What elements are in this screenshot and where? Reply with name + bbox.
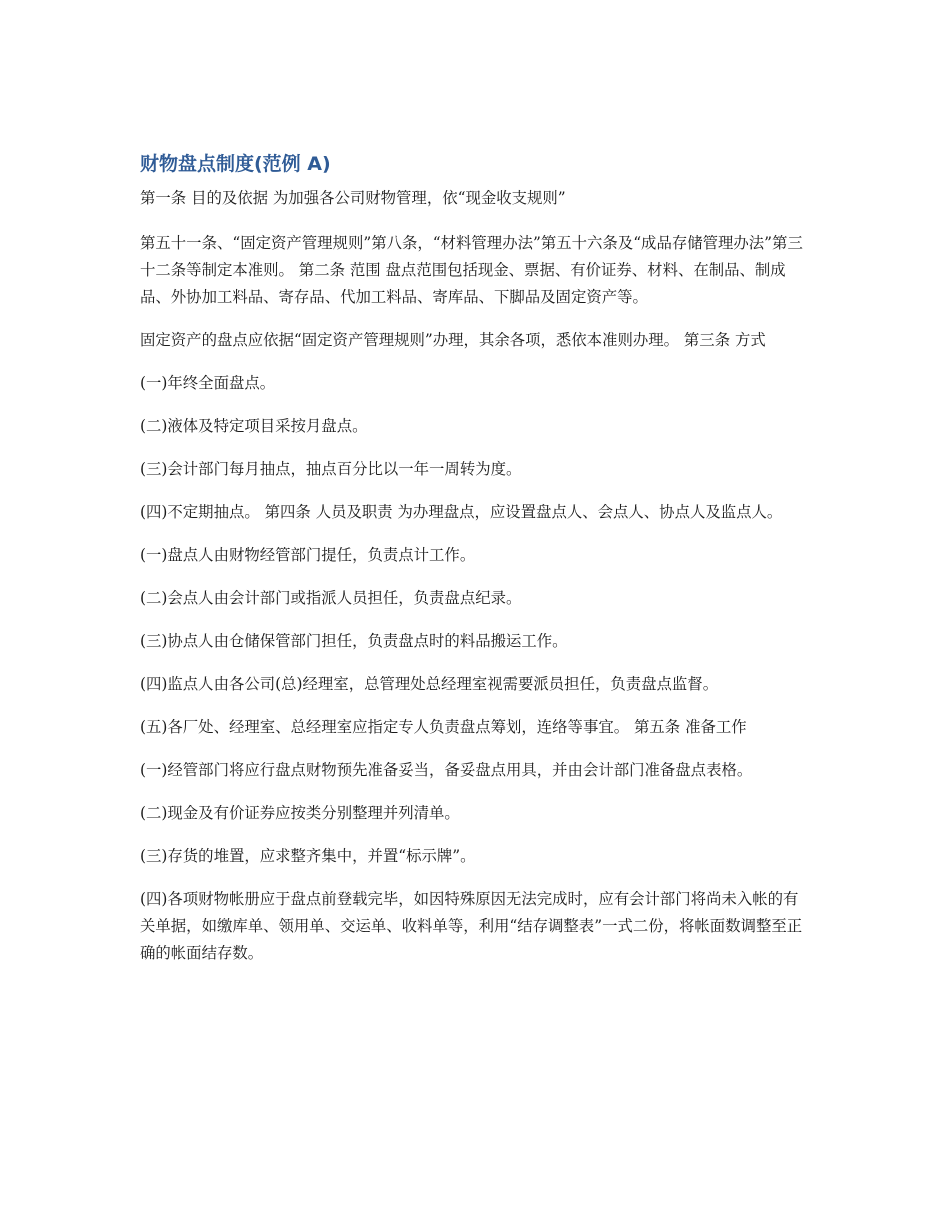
paragraph-article-4: (四)不定期抽点。 第四条 人员及职责 为办理盘点，应设置盘点人、会点人、协点人及监点人。: [140, 503, 783, 521]
paragraph-item: (一)经管部门将应行盘点财物预先准备妥当，备妥盘点用具，并由会计部门准备盘点表格。: [140, 761, 753, 779]
paragraph-item: (四)各项财物帐册应于盘点前登载完毕，如因特殊原因无法完成时，应有会计部门将尚未入帐的有关单据，如缴库单、领用单、交运单、收料单等，利用“结存调整表”一式二份，将帐面数调整至正确的帐面结存数。: [140, 890, 803, 962]
paragraph-item: (二)会点人由会计部门或指派人员担任，负责盘点纪录。: [140, 589, 522, 607]
paragraph-item: (一)盘点人由财物经管部门提任，负责点计工作。: [140, 546, 476, 564]
paragraph-item: (三)存货的堆置，应求整齐集中，并置“标示牌”。: [140, 847, 476, 865]
paragraph-item: (三)会计部门每月抽点，抽点百分比以一年一周转为度。: [140, 460, 522, 478]
paragraph-article-3: 固定资产的盘点应依据“固定资产管理规则”办理，其余各项，悉依本准则办理。 第三条 方式: [140, 331, 766, 349]
paragraph-item: (三)协点人由仓储保管部门担任，负责盘点时的料品搬运工作。: [140, 632, 568, 650]
document-body: [140, 150, 812, 983]
paragraph-article-1: 第一条 目的及依据 为加强各公司财物管理，依“现金收支规则”: [140, 189, 566, 207]
paragraph-item: (二)现金及有价证券应按类分别整理并列清单。: [140, 804, 460, 822]
paragraph-item: (四)监点人由各公司(总)经理室，总管理处总经理室视需要派员担任，负责盘点监督。: [140, 675, 719, 693]
paragraph-item: (二)液体及特定项目采按月盘点。: [140, 417, 368, 435]
paragraph-item: (一)年终全面盘点。: [140, 374, 276, 392]
document-title: 财物盘点制度(范例 A): [140, 153, 331, 175]
paragraph-article-5: (五)各厂处、经理室、总经理室应指定专人负责盘点筹划，连络等事宜。 第五条 准备工作: [140, 718, 747, 736]
paragraph-article-2: 第五十一条、“固定资产管理规则”第八条，“材料管理办法”第五十六条及“成品存储管理办法”第三十二条等制定本准则。 第二条 范围 盘点范围包括现金、票据、有价证券、材料、在制品、制成品、外协加工料品、寄存品、代加工料品、寄库品、下脚品及固定资产等。: [140, 234, 803, 306]
